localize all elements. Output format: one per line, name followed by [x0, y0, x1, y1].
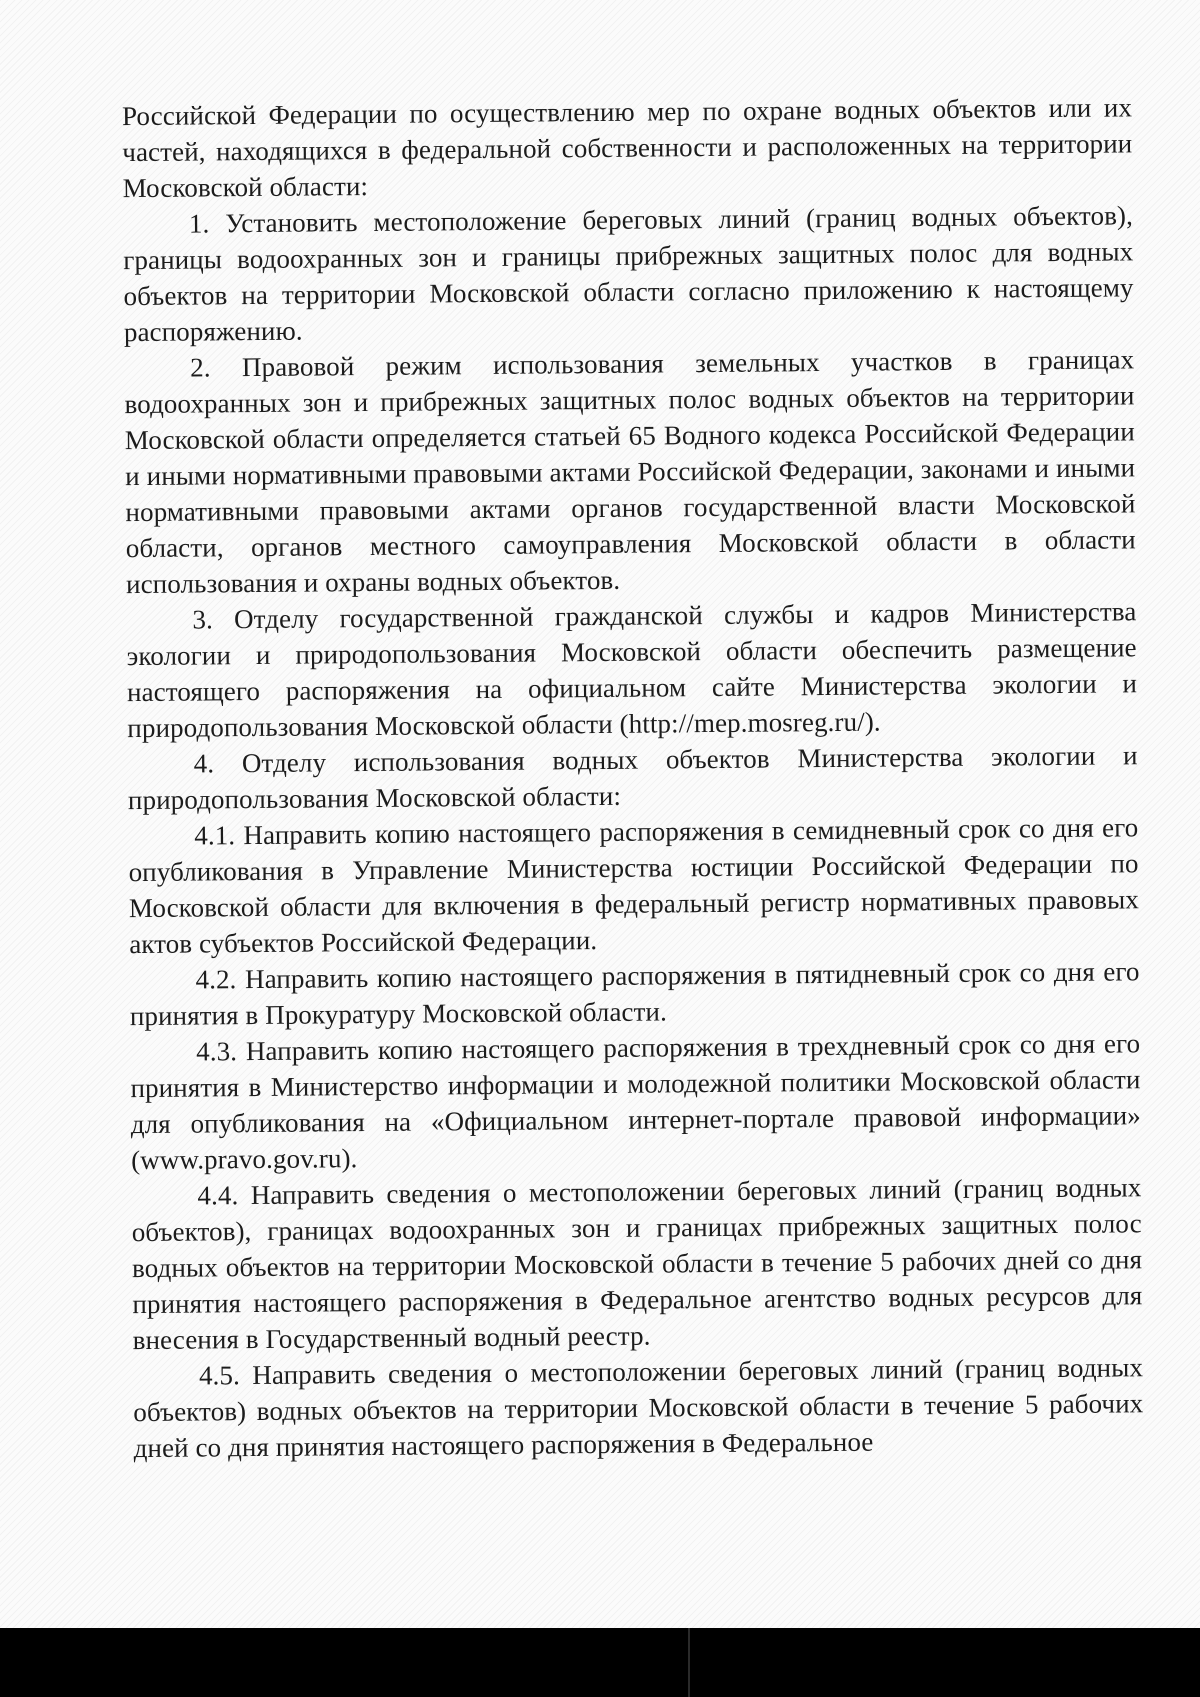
- document-body: [122, 89, 1144, 1466]
- paragraph-item-2: 2. Правовой режим использования земельных участков в границах водоохранных зон и прибрежных защитных полос водных объектов на территории Московской области определяется статьей 65 Водного кодекса Российской Федерации и иными нормативными правовыми актами Российской Федерации, законами и иными нормативными правовыми актами органов государственной власти Московской области, органов местного самоуправления Московской области в области использования и охраны водных объектов.: [124, 344, 1136, 600]
- paragraph-item-4-4: 4.4. Направить сведения о местоположении береговых линий (границ водных объектов), границах водоохранных зон и границах прибрежных защитных полос водных объектов на территории Московской области в течение 5 рабочих дней со дня принятия настоящего распоряжения в Федеральное агентство водных ресурсов для внесения в Государственный водный реестр.: [131, 1172, 1143, 1356]
- paragraph-item-1: 1. Установить местоположение береговых линий (границ водных объектов), границы водоохранных зон и границы прибрежных защитных полос для водных объектов на территории Московской области согласно приложению к настоящему распоряжению.: [123, 200, 1134, 348]
- scan-edge-divider: [688, 1628, 690, 1697]
- paragraph-item-3: 3. Отделу государственной гражданской службы и кадров Министерства экологии и природопользования Московской области обеспечить размещение настоящего распоряжения на официальном сайте Министерства экологии и природопользования Московской области (http://mep.mosreg.ru/).: [126, 596, 1138, 744]
- paragraph-continuation: Российской Федерации по осуществлению мер по охране водных объектов или их частей, находящихся в федеральной собственности и расположенных на территории Московской области:: [121, 92, 1133, 204]
- paragraph-item-4-3: 4.3. Направить копию настоящего распоряжения в трехдневный срок со дня его принятия в Министерство информации и молодежной политики Московской области для опубликования на «Официальном интернет-портале правовой информации» (www.pravo.gov.ru).: [130, 1028, 1141, 1176]
- paragraph-item-4-5: 4.5. Направить сведения о местоположении береговых линий (границ водных объектов) водных объектов на территории Московской области в течение 5 рабочих дней со дня принятия настоящего распоряжения в Федеральное: [133, 1352, 1144, 1464]
- paragraph-item-4-2: 4.2. Направить копию настоящего распоряжения в пятидневный срок со дня его принятия в Прокуратуру Московской области.: [129, 956, 1140, 1032]
- paragraph-item-4: 4. Отделу использования водных объектов Министерства экологии и природопользования Московской области:: [127, 740, 1138, 816]
- paragraph-item-4-1: 4.1. Направить копию настоящего распоряжения в семидневный срок со дня его опубликования в Управление Министерства юстиции Российской Федерации по Московской области для включения в федеральный регистр нормативных правовых актов субъектов Российской Федерации.: [128, 812, 1140, 960]
- scan-bottom-edge: [0, 1628, 1200, 1697]
